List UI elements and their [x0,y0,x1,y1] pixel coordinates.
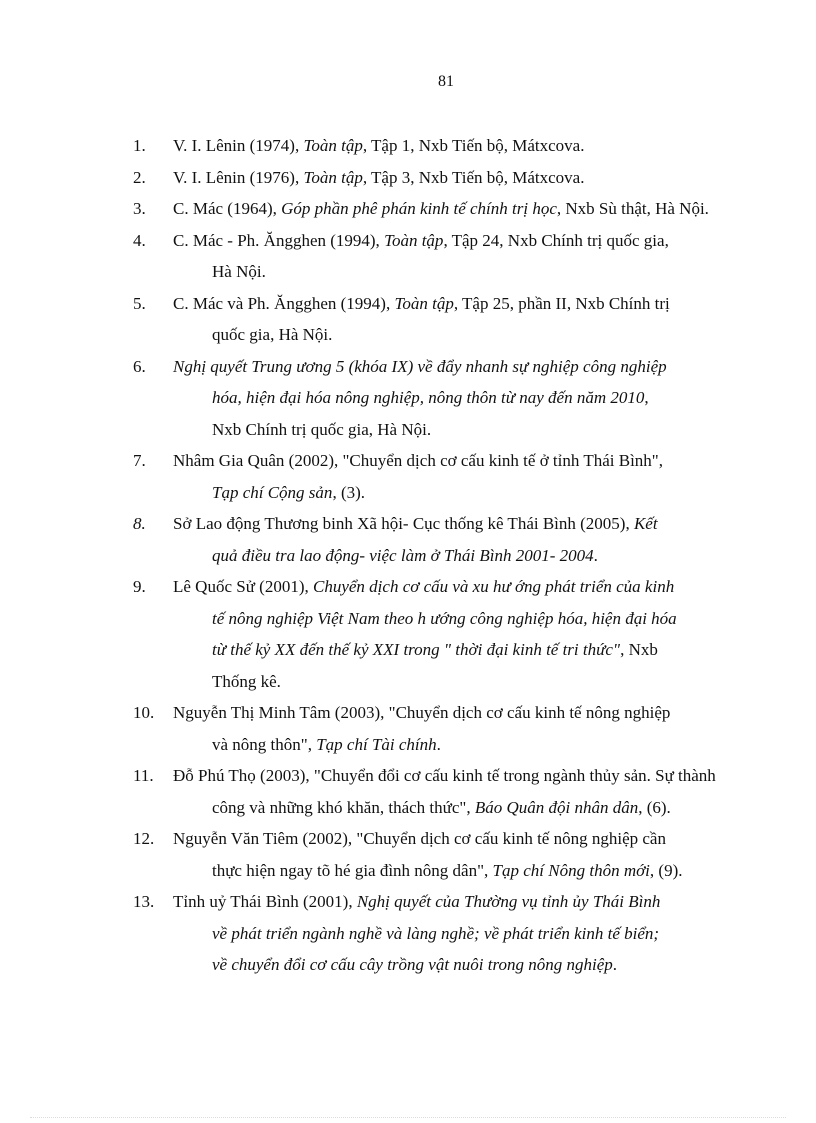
reference-title-text: về phát triển ngành nghề và làng nghề; về phát triển kinh tế biển; [212,923,660,943]
reference-plain-text: Sở Lao động Thương binh Xã hội- Cục thống kê Thái Bình (2005), [173,514,634,533]
reference-number: 11. [133,766,154,785]
reference-text [173,697,741,760]
reference-number: 10. [133,703,155,722]
reference-plain-text: , Tập 1, Nxb Tiến bộ, Mátxcova. [362,136,585,155]
reference-title-text: về chuyển đổi cơ cấu cây trồng vật nuôi trong nông nghiệp [212,955,613,974]
reference-plain-text: quốc gia, Hà Nội. [212,325,333,344]
reference-plain-text: Đỗ Phú Thọ (2003), "Chuyển đổi cơ cấu kinh tế trong ngành thủy sản. Sự thành [173,766,716,785]
reference-plain-text: . [436,734,441,754]
reference-text [173,823,741,886]
reference-plain-text: , Nxb Sù thật, Hà Nội. [556,199,709,218]
reference-text [173,225,741,288]
reference-plain-text: , Tập 3, Nxb Tiến bộ, Mátxcova. [362,167,585,187]
reference-plain-text: C. Mác và Ph. Ăngghen (1994), [173,293,395,313]
reference-plain-text: Tỉnh uỷ Thái Bình (2001), [173,892,357,911]
reference-plain-text: , (3). [332,482,366,502]
reference-number: 1. [133,136,146,155]
reference-title-text: quả điều tra lao động- việc làm ở Thái Bình 2001- 2004 [212,545,594,565]
reference-number: 5. [133,293,146,313]
reference-plain-text: , (9). [649,860,683,880]
reference-item [133,886,741,981]
reference-title-text: Tạp chí Tài chính [316,734,437,754]
reference-title-text: từ thế kỷ XX đến thế kỷ XXI trong " thời đại kinh tế tri thức" [212,640,621,659]
reference-text [173,130,741,162]
reference-title-text: Chuyển dịch cơ cấu và xu hư ớng phát triển của kinh [313,577,675,596]
reference-number: 13. [133,892,155,911]
reference-plain-text: , Tập 25, phần II, Nxb Chính trị [453,293,670,313]
reference-plain-text: , Tập 24, Nxb Chính trị quốc gia, [443,230,669,250]
reference-plain-text: . [612,955,618,974]
reference-plain-text: V. I. Lênin (1974), [173,136,304,155]
reference-title-text: Toàn tập [384,230,444,250]
reference-title-text: Báo Quân đội nhân dân [474,797,639,817]
reference-item [133,760,741,823]
reference-number: 8. [133,514,146,533]
reference-plain-text: Hà Nội. [212,262,266,281]
reference-plain-text: Nguyễn Văn Tiêm (2002), "Chuyển dịch cơ cấu kinh tế nông nghiệp cần [173,829,666,848]
reference-number: 3. [133,199,146,218]
reference-plain-text: Nxb Chính trị quốc gia, Hà Nội. [212,419,432,439]
reference-number: 12. [133,829,155,848]
reference-plain-text: thực hiện ngay tõ hé gia đình nông dân", [212,860,493,880]
reference-number: 4. [133,230,146,250]
reference-plain-text: V. I. Lênin (1976), [173,167,304,187]
reference-title-text: Góp phần phê phán kinh tế chính trị học [281,199,557,218]
reference-item [133,445,741,508]
reference-item [133,193,741,225]
reference-title-text: Toàn tập [303,167,363,187]
reference-number: 6. [133,356,146,376]
reference-plain-text: , Nxb [620,640,658,659]
reference-title-text: Nghị quyết Trung ương 5 (khóa IX) về đẩy nhanh sự nghiệp công nghiệp [173,356,667,376]
reference-item [133,288,741,351]
reference-number: 9. [133,577,146,596]
reference-plain-text: Nhâm Gia Quân (2002), "Chuyển dịch cơ cấu kinh tế ở tỉnh Thái Bình", [173,451,663,470]
reference-item [133,697,741,760]
reference-item [133,162,741,194]
reference-plain-text: , [644,388,649,407]
page-number: 81 [438,73,454,90]
reference-plain-text: công và những khó khăn, thách thức", [212,797,475,817]
reference-plain-text: Thống kê. [212,671,281,691]
reference-text [173,351,741,446]
reference-text [173,760,741,823]
reference-item [133,508,741,571]
reference-number: 7. [133,451,146,470]
reference-plain-text: C. Mác - Ph. Ăngghen (1994), [173,230,385,250]
reference-plain-text: . [593,545,598,565]
reference-text [173,162,741,194]
reference-title-text: Nghị quyết của Thường vụ tỉnh ủy Thái Bình [356,892,661,911]
reference-title-text: tế nông nghiệp Việt Nam theo h ướng công nghiệp hóa, hiện đại hóa [212,608,677,628]
reference-plain-text: Lê Quốc Sử (2001), [173,577,313,596]
reference-plain-text: và nông thôn", [212,734,317,754]
reference-title-text: Toàn tập [394,293,454,313]
reference-text [173,193,741,225]
reference-text [173,886,741,981]
reference-title-text: Tạp chí Nông thôn mới [492,860,650,880]
reference-item [133,823,741,886]
reference-number: 2. [133,167,146,187]
reference-title-text: hóa, hiện đại hóa nông nghiệp, nông thôn từ nay đến năm 2010 [212,388,645,407]
reference-text [173,288,741,351]
reference-text [173,445,741,508]
reference-item [133,225,741,288]
reference-text [173,571,741,697]
page-bottom-divider [30,1117,786,1118]
reference-item [133,130,741,162]
reference-plain-text: C. Mác (1964), [173,199,282,218]
reference-plain-text: , (6). [638,797,671,817]
reference-list [133,130,741,981]
reference-item [133,571,741,697]
reference-plain-text: Nguyễn Thị Minh Tâm (2003), "Chuyển dịch cơ cấu kinh tế nông nghiệp [173,703,671,722]
reference-title-text: Toàn tập [303,136,363,155]
reference-title-text: Tạp chí Cộng sản [212,482,333,502]
reference-title-text: Kết [633,514,658,533]
reference-text [173,508,741,571]
reference-item [133,351,741,446]
